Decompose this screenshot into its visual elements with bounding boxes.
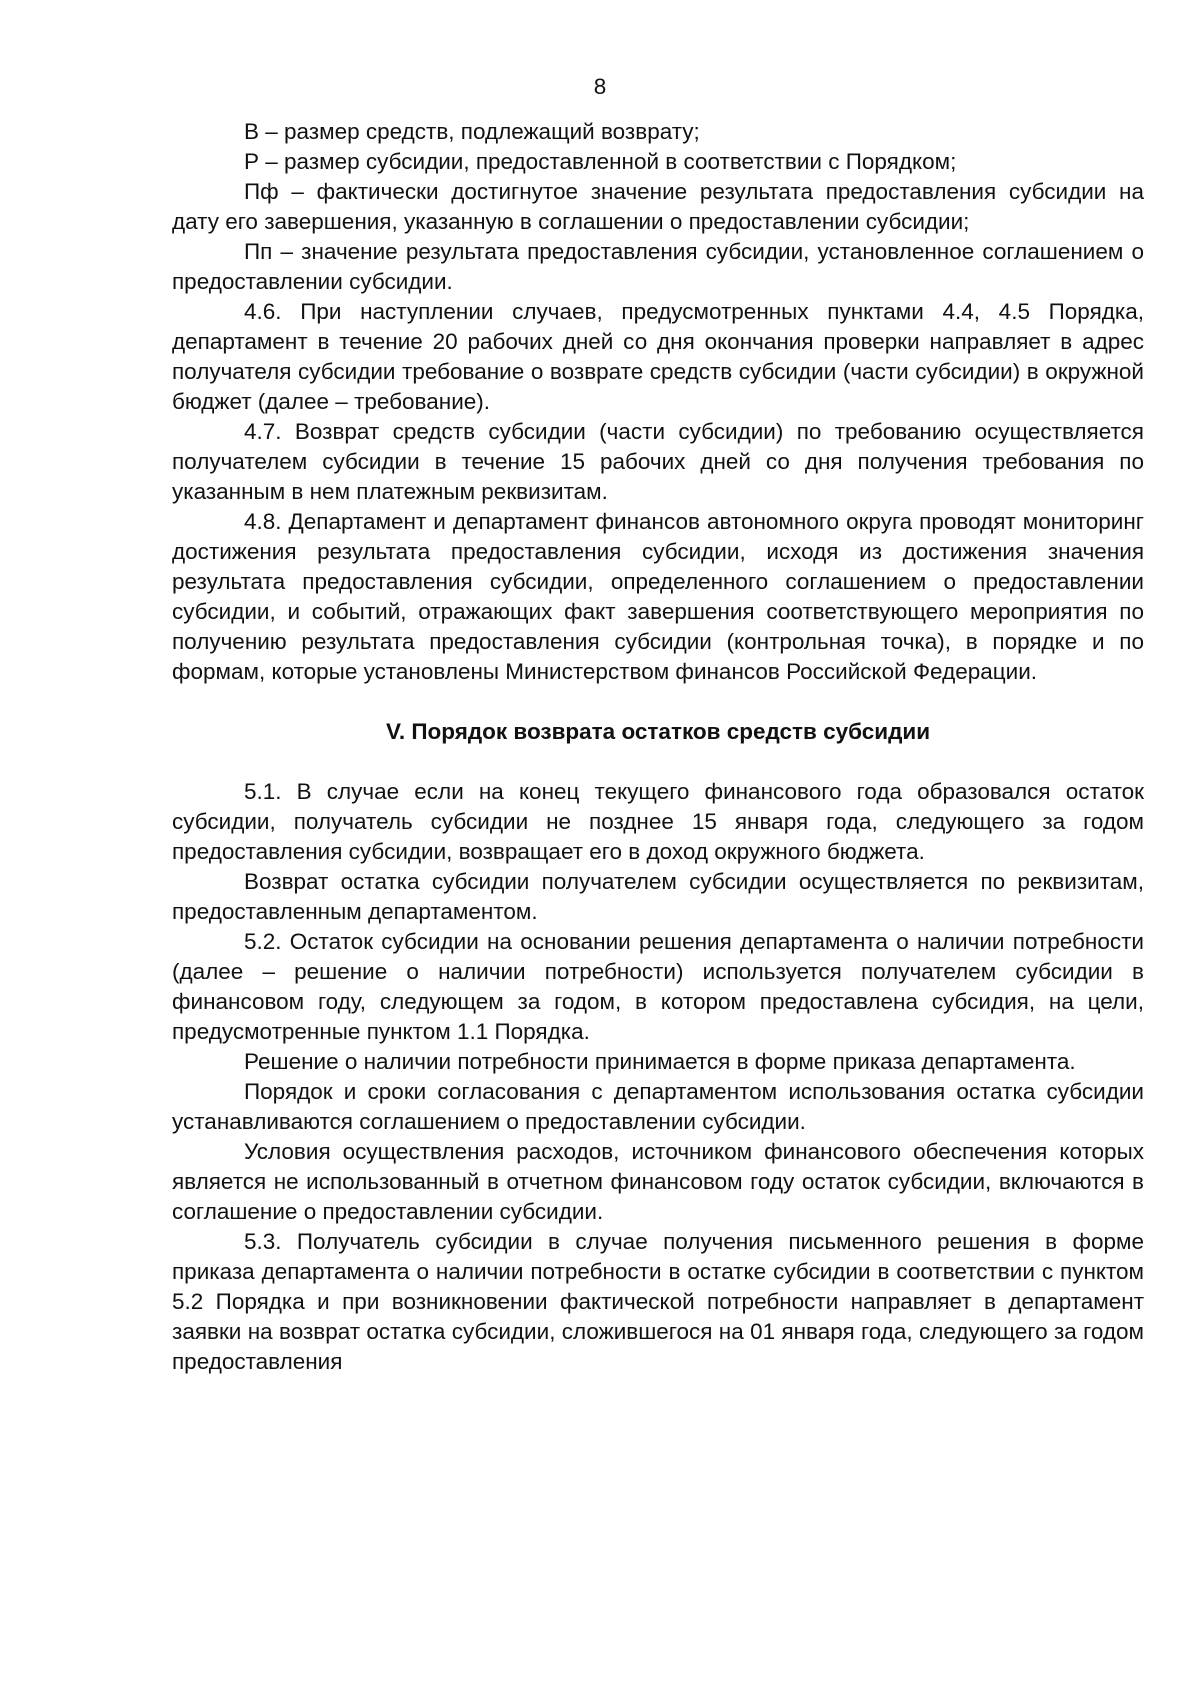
definition-pf: Пф – фактически достигнутое значение результата предоставления субсидии на дату его завершения, указанную в соглашении о предоставлении субсидии; (172, 179, 1144, 234)
page-number: 8 (593, 74, 607, 99)
paragraph-5-2-procedure: Порядок и сроки согласования с департаментом использования остатка субсидии устанавливаются соглашением о предоставлении субсидии. (172, 1079, 1144, 1134)
paragraph-5-1-refund: Возврат остатка субсидии получателем субсидии осуществляется по реквизитам, предоставленным департаментом. (172, 869, 1144, 924)
paragraph-4-8: 4.8. Департамент и департамент финансов автономного округа проводят мониторинг достижения результата предоставления субсидии, исходя из достижения значения результата предоставления субсидии, определенного соглашением о предоставлении субсидии, и событий, отражающих факт завершения соответствующего мероприятия по получению результата предоставления субсидии (контрольная точка), в порядке и по формам, которые установлены Министерством финансов Российской Федерации. (172, 509, 1144, 684)
definition-pp: Пп – значение результата предоставления субсидии, установленное соглашением о предоставлении субсидии. (172, 239, 1144, 294)
paragraph-5-3: 5.3. Получатель субсидии в случае получения письменного решения в форме приказа департамента о наличии потребности в остатке субсидии в соответствии с пунктом 5.2 Порядка и при возникновении фактической потребности направляет в департамент заявки на возврат остатка субсидии, сложившегося на 01 января года, следующего за годом предоставления (172, 1229, 1144, 1374)
paragraph-5-1: 5.1. В случае если на конец текущего финансового года образовался остаток субсидии, получатель субсидии не позднее 15 января года, следующего за годом предоставления субсидии, возвращает его в доход окружного бюджета. (172, 779, 1144, 864)
paragraph-4-7: 4.7. Возврат средств субсидии (части субсидии) по требованию осуществляется получателем субсидии в течение 15 рабочих дней со дня получения требования по указанным в нем платежным реквизитам. (172, 419, 1144, 504)
section-5-heading: V. Порядок возврата остатков средств субсидии (385, 719, 931, 744)
paragraph-5-2-decision: Решение о наличии потребности принимается в форме приказа департамента. (244, 1049, 1076, 1074)
paragraph-4-6: 4.6. При наступлении случаев, предусмотренных пунктами 4.4, 4.5 Порядка, департамент в течение 20 рабочих дней со дня окончания проверки направляет в адрес получателя субсидии требование о возврате средств субсидии (части субсидии) в окружной бюджет (далее – требование). (172, 299, 1144, 414)
paragraph-5-2: 5.2. Остаток субсидии на основании решения департамента о наличии потребности (далее – решение о наличии потребности) используется получателем субсидии в финансовом году, следующем за годом, в котором предоставлена субсидия, на цели, предусмотренные пунктом 1.1 Порядка. (172, 929, 1144, 1044)
paragraph-5-2-conditions: Условия осуществления расходов, источником финансового обеспечения которых является не использованный в отчетном финансовом году остаток субсидии, включаются в соглашение о предоставлении субсидии. (172, 1139, 1144, 1224)
document-body (172, 117, 1144, 1377)
definition-v: В – размер средств, подлежащий возврату; (244, 119, 700, 144)
definition-p: Р – размер субсидии, предоставленной в соответствии с Порядком; (244, 149, 957, 174)
